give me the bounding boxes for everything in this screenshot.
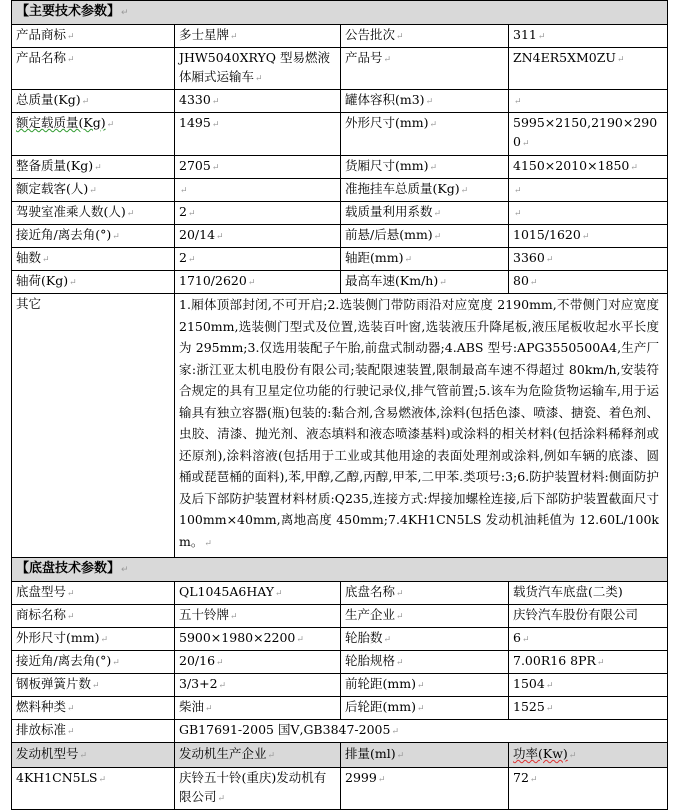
cell-mark: ↵	[205, 704, 213, 714]
label-cell	[12, 179, 175, 202]
label-cell	[341, 179, 509, 202]
label-load-factor: 载质量利用系数	[345, 204, 433, 219]
label-chassis-approach-angle: 接近角/离去角(°)	[16, 653, 112, 668]
main-row-other	[12, 294, 668, 558]
value-product-name: JHW5040XRYQ 型易燃液体厢式运输车	[179, 50, 330, 84]
label-chassis-name: 底盘名称	[345, 584, 396, 599]
value-cell	[175, 113, 341, 156]
label-cell	[341, 628, 509, 651]
cell-mark: ↵	[187, 209, 196, 219]
value-chassis-model: QL1045A6HAY	[179, 584, 275, 599]
cell-mark: ↵	[537, 32, 546, 42]
cell-mark: ↵	[79, 751, 88, 761]
chassis-row-fuel	[12, 697, 668, 720]
header-engine-maker: 发动机生产企业	[179, 746, 267, 761]
paragraph-mark: ↵	[121, 8, 129, 18]
label-leaf-springs: 钢板弹簧片数	[16, 676, 92, 691]
value-cell	[175, 202, 341, 225]
label-cell	[341, 248, 509, 271]
cell-mark: ↵	[267, 751, 276, 761]
cell-mark: ↵	[416, 681, 425, 691]
label-cell	[341, 48, 509, 90]
cell-mark: ↵	[616, 55, 625, 65]
value-cell	[509, 248, 668, 271]
cell-mark: ↵	[383, 55, 392, 65]
label-cell	[12, 271, 175, 294]
value-cell	[175, 605, 341, 628]
value-cell	[175, 651, 341, 674]
main-row-curb-mass	[12, 156, 668, 179]
chassis-row-emission	[12, 720, 668, 743]
cell-mark: ↵	[211, 97, 220, 107]
label-brand-name: 商标名称	[16, 607, 67, 622]
cell-mark: ↵	[568, 751, 577, 761]
cell-mark: ↵	[69, 278, 77, 288]
cell-mark: ↵	[94, 163, 102, 173]
label-tank-volume: 罐体容积(m3)	[345, 92, 425, 107]
cell-mark: ↵	[404, 255, 413, 265]
chassis-row-leaf-springs	[12, 674, 668, 697]
cell-mark: ↵	[211, 120, 220, 130]
label-cell	[12, 720, 175, 743]
label-cell	[341, 582, 509, 605]
value-engine-model: 4KH1CN5LS	[16, 770, 98, 785]
cell-mark: ↵	[545, 681, 554, 691]
cell-mark: ↵	[529, 775, 538, 785]
value-batch: 311	[513, 27, 537, 42]
cell-mark: ↵	[126, 209, 135, 219]
value-cell	[175, 48, 341, 90]
value-cell	[509, 697, 668, 720]
label-wheelbase: 轴距(mm)	[345, 250, 404, 265]
value-cell	[175, 90, 341, 113]
chassis-section-title: 【底盘技术参数】	[16, 561, 121, 576]
label-cell	[341, 113, 509, 156]
cell-mark: ↵	[216, 232, 224, 242]
cell-mark: ↵	[396, 658, 404, 668]
cell-mark: ↵	[67, 589, 75, 599]
label-cell	[12, 156, 175, 179]
cell-mark: ↵	[433, 209, 442, 219]
value-cell	[175, 156, 341, 179]
other-notes-cell	[175, 294, 668, 558]
cell-mark: ↵	[67, 32, 75, 42]
label-axles: 轴数	[16, 250, 42, 265]
chassis-section-title-cell	[12, 558, 668, 582]
chassis-row-approach-angle	[12, 651, 668, 674]
label-cell	[12, 582, 175, 605]
cell-mark: ↵	[391, 727, 400, 737]
label-cell	[12, 697, 175, 720]
engine-data-row	[12, 768, 668, 810]
cell-mark: ↵	[545, 704, 554, 714]
engine-header-cell	[175, 743, 341, 768]
value-cell	[341, 768, 509, 810]
cell-mark: ↵	[211, 163, 220, 173]
main-row-axles	[12, 248, 668, 271]
value-cell	[509, 651, 668, 674]
cell-mark: ↵	[514, 186, 522, 196]
cell-mark: ↵	[81, 97, 90, 107]
cell-mark: ↵	[416, 704, 425, 714]
cell-mark: ↵	[514, 209, 522, 219]
main-section-title: 【主要技术参数】	[16, 4, 121, 19]
cell-mark: ↵	[521, 635, 530, 645]
cell-mark: ↵	[630, 163, 638, 173]
cell-mark: ↵	[67, 727, 75, 737]
cell-mark: ↵	[42, 255, 50, 265]
engine-header-cell	[509, 743, 668, 768]
value-power: 72	[513, 770, 529, 785]
value-tire-spec: 7.00R16 8PR	[513, 653, 596, 668]
main-row-total-mass	[12, 90, 668, 113]
label-cell	[341, 651, 509, 674]
cell-mark: ↵	[425, 97, 434, 107]
cell-mark: ↵	[230, 612, 238, 622]
label-cell	[12, 605, 175, 628]
label-cell	[341, 271, 509, 294]
chassis-section-header-row	[12, 558, 668, 582]
cell-mark: ↵	[460, 186, 469, 196]
cell-mark: ↵	[112, 658, 120, 668]
label-front-track: 前轮距(mm)	[345, 676, 416, 691]
value-cell	[175, 768, 341, 810]
value-leaf-springs: 3/3+2	[179, 676, 218, 691]
main-row-rated-load	[12, 113, 668, 156]
cell-mark: ↵	[89, 186, 97, 196]
value-axle-load: 1710/2620	[179, 273, 247, 288]
main-row-axle-load	[12, 271, 668, 294]
label-cell	[12, 113, 175, 156]
label-cell	[12, 651, 175, 674]
value-manufacturer: 庆铃汽车股份有限公司	[513, 607, 639, 622]
cell-mark: ↵	[217, 794, 226, 804]
header-power: 功率(Kw)	[513, 746, 568, 761]
value-rear-track: 1525	[513, 699, 545, 714]
cell-mark: ↵	[545, 255, 554, 265]
cell-mark: ↵	[247, 278, 256, 288]
label-rear-track: 后轮距(mm)	[345, 699, 416, 714]
cell-mark: ↵	[67, 55, 75, 65]
main-row-brand	[12, 25, 668, 48]
cell-mark: ↵	[67, 612, 75, 622]
label-cargo-box-size: 货厢尺寸(mm)	[345, 158, 429, 173]
cell-mark: ↵	[396, 751, 405, 761]
engine-header-row	[12, 743, 668, 768]
value-fuel-type: 柴油	[179, 699, 205, 714]
value-cell	[175, 179, 341, 202]
value-cargo-box-size: 4150×2010×1850	[513, 158, 630, 173]
label-cell	[12, 225, 175, 248]
spec-table	[11, 0, 668, 810]
value-cell	[509, 605, 668, 628]
value-product-number: ZN4ER5XM0ZU	[513, 50, 616, 65]
label-overall-dimensions: 外形尺寸(mm)	[345, 115, 429, 130]
label-overhang: 前悬/后悬(mm)	[345, 227, 433, 242]
label-max-speed: 最高车速(Km/h)	[345, 273, 439, 288]
label-cell	[12, 248, 175, 271]
label-cell	[341, 25, 509, 48]
value-overall-dimensions: 5995×2150,2190×2900	[513, 115, 658, 149]
header-engine-model: 发动机型号	[16, 746, 79, 761]
main-row-cab-seats	[12, 202, 668, 225]
value-cell	[175, 697, 341, 720]
label-other: 其它	[16, 296, 42, 311]
label-cell	[12, 202, 175, 225]
value-cell	[509, 48, 668, 90]
label-cab-seats: 驾驶室准乘人数(人)	[16, 204, 126, 219]
cell-mark: ↵	[514, 97, 522, 107]
label-cell	[12, 628, 175, 651]
main-section-header-row	[12, 1, 668, 25]
value-tire-count: 6	[513, 630, 521, 645]
value-cell	[509, 202, 668, 225]
value-approach-angle: 20/14	[179, 227, 216, 242]
cell-mark: ↵	[296, 635, 304, 645]
value-cell	[509, 113, 668, 156]
label-batch: 公告批次	[345, 27, 396, 42]
value-axles: 2	[179, 250, 187, 265]
label-product-name: 产品名称	[16, 50, 67, 65]
value-cell	[175, 628, 341, 651]
chassis-row-dimensions	[12, 628, 668, 651]
value-rated-load: 1495	[179, 115, 211, 130]
cell-mark: ↵	[100, 635, 109, 645]
value-cell	[175, 582, 341, 605]
main-row-product-name	[12, 48, 668, 90]
cell-mark: ↵	[204, 538, 212, 549]
chassis-row-brand	[12, 605, 668, 628]
value-chassis-dimensions: 5900×1980×2200	[179, 630, 296, 645]
cell-mark: ↵	[383, 635, 392, 645]
cell-mark: ↵	[396, 589, 404, 599]
value-chassis-name: 载货汽车底盘(二类)	[513, 584, 623, 599]
value-cell	[509, 156, 668, 179]
value-chassis-approach-angle: 20/16	[179, 653, 216, 668]
value-cell	[175, 271, 341, 294]
cell-mark: ↵	[433, 232, 442, 242]
cell-mark: ↵	[187, 255, 196, 265]
value-cell	[175, 25, 341, 48]
value-cell	[175, 225, 341, 248]
label-cell	[341, 156, 509, 179]
value-wheelbase: 3360	[513, 250, 545, 265]
value-overhang: 1015/1620	[513, 227, 581, 242]
header-displacement: 排量(ml)	[345, 746, 396, 761]
label-cell	[341, 697, 509, 720]
value-cell	[12, 768, 175, 810]
cell-mark: ↵	[106, 120, 115, 130]
value-engine-maker: 庆铃五十铃(重庆)发动机有限公司	[179, 770, 327, 804]
label-approach-angle: 接近角/离去角(°)	[16, 227, 112, 242]
paragraph-mark: ↵	[121, 565, 129, 575]
cell-mark: ↵	[396, 612, 404, 622]
label-chassis-dimensions: 外形尺寸(mm)	[16, 630, 100, 645]
label-rated-passengers: 额定载客(人)	[16, 181, 89, 196]
engine-header-cell	[341, 743, 509, 768]
main-row-rated-passengers	[12, 179, 668, 202]
cell-mark: ↵	[596, 658, 605, 668]
cell-mark: ↵	[218, 681, 227, 691]
cell-mark: ↵	[67, 704, 75, 714]
value-cell	[509, 582, 668, 605]
value-product-brand: 多士星牌	[179, 27, 230, 42]
label-cell	[12, 90, 175, 113]
value-emission-standard: GB17691-2005 国Ⅴ,GB3847-2005	[179, 722, 391, 737]
value-total-mass: 4330	[179, 92, 211, 107]
cell-mark: ↵	[112, 232, 120, 242]
cell-mark: ↵	[180, 186, 188, 196]
value-front-track: 1504	[513, 676, 545, 691]
other-notes-text: 1.厢体顶部封闭,不可开启;2.选装侧门带防雨沿对应宽度 2190mm,不带侧门对应宽度 2150mm,选装侧门型式及位置,选装百叶窗,选装液压升降尾板,液压尾板收起水平长度为 295mm;3.仅选用装配子午胎,前盘式制动器;4.ABS 型号:APG3550500A4,生产厂家:浙江亚太机电股份有限公司;装配限速装置,限制最高车速不得超过 80km/h,安装符合规定的具有卫星定位功能的行驶记录仪,排气管前置;5.该车为危险货物运输车,用于运输具有独立容器(瓶)包装的:黏合剂,含易燃液体,涂料(包括色漆、喷漆、搪瓷、着色剂、虫胶、清漆、抛光剂、液态填料和液态喷漆基料)或涂料的相关材料(包括涂料稀释剂或还原剂),涂料溶液(包括用于工业或其他用途的表面处理剂或涂料,例如车辆的底漆、圆桶或琵琶桶的面料),苯,甲醇,乙醇,丙醇,甲苯,二甲苯.类项号:3;6.防护装置材料:侧面防护及后下部防护装置材料材质:Q235,连接方式:焊接加螺栓连接,后下部防护装置截面尺寸 100mm×40mm,离地高度 450mm;7.4KH1CN5LS 发动机油耗值为 12.60L/100km。	[179, 297, 659, 549]
cell-mark: ↵	[581, 232, 590, 242]
label-axle-load: 轴荷(Kg)	[16, 273, 69, 288]
label-manufacturer: 生产企业	[345, 607, 396, 622]
cell-mark: ↵	[98, 775, 107, 785]
cell-mark: ↵	[429, 120, 438, 130]
value-cell	[175, 720, 668, 743]
label-chassis-model: 底盘型号	[16, 584, 67, 599]
label-curb-mass: 整备质量(Kg)	[16, 158, 94, 173]
value-cell	[175, 674, 341, 697]
value-cell	[509, 768, 668, 810]
value-max-speed: 80	[513, 273, 529, 288]
cell-mark: ↵	[230, 32, 238, 42]
label-cell	[341, 202, 509, 225]
value-cell	[509, 179, 668, 202]
label-product-brand: 产品商标	[16, 27, 67, 42]
label-cell	[12, 48, 175, 90]
label-rated-load: 额定载质量(Kg)	[16, 115, 106, 130]
label-tire-count: 轮胎数	[345, 630, 383, 645]
main-row-approach-angle	[12, 225, 668, 248]
label-fuel-type: 燃料种类	[16, 699, 67, 714]
value-brand-name: 五十铃牌	[179, 607, 230, 622]
value-cell	[509, 25, 668, 48]
value-displacement: 2999	[345, 770, 377, 785]
value-cell	[509, 674, 668, 697]
label-emission-standard: 排放标准	[16, 722, 67, 737]
chassis-row-model	[12, 582, 668, 605]
label-cell	[341, 605, 509, 628]
label-tire-spec: 轮胎规格	[345, 653, 396, 668]
label-cell	[341, 225, 509, 248]
cell-mark: ↵	[439, 278, 447, 288]
cell-mark: ↵	[275, 589, 283, 599]
label-cell	[12, 294, 175, 558]
engine-header-cell	[12, 743, 175, 768]
label-cell	[12, 674, 175, 697]
main-section-title-cell	[12, 1, 668, 25]
label-cell	[341, 90, 509, 113]
cell-mark: ↵	[429, 163, 438, 173]
label-product-number: 产品号	[345, 50, 383, 65]
cell-mark: ↵	[92, 681, 100, 691]
cell-mark: ↵	[396, 32, 404, 42]
value-cab-seats: 2	[179, 204, 187, 219]
value-curb-mass: 2705	[179, 158, 211, 173]
label-total-mass: 总质量(Kg)	[16, 92, 81, 107]
value-cell	[509, 225, 668, 248]
cell-mark: ↵	[255, 74, 263, 84]
label-cell	[341, 674, 509, 697]
value-cell	[175, 248, 341, 271]
label-cell	[12, 25, 175, 48]
cell-mark: ↵	[529, 278, 538, 288]
value-cell	[509, 628, 668, 651]
value-cell	[509, 271, 668, 294]
cell-mark: ↵	[521, 139, 530, 149]
cell-mark: ↵	[216, 658, 224, 668]
label-trailer-mass: 准拖挂车总质量(Kg)	[345, 181, 460, 196]
cell-mark: ↵	[377, 775, 386, 785]
value-cell	[509, 90, 668, 113]
